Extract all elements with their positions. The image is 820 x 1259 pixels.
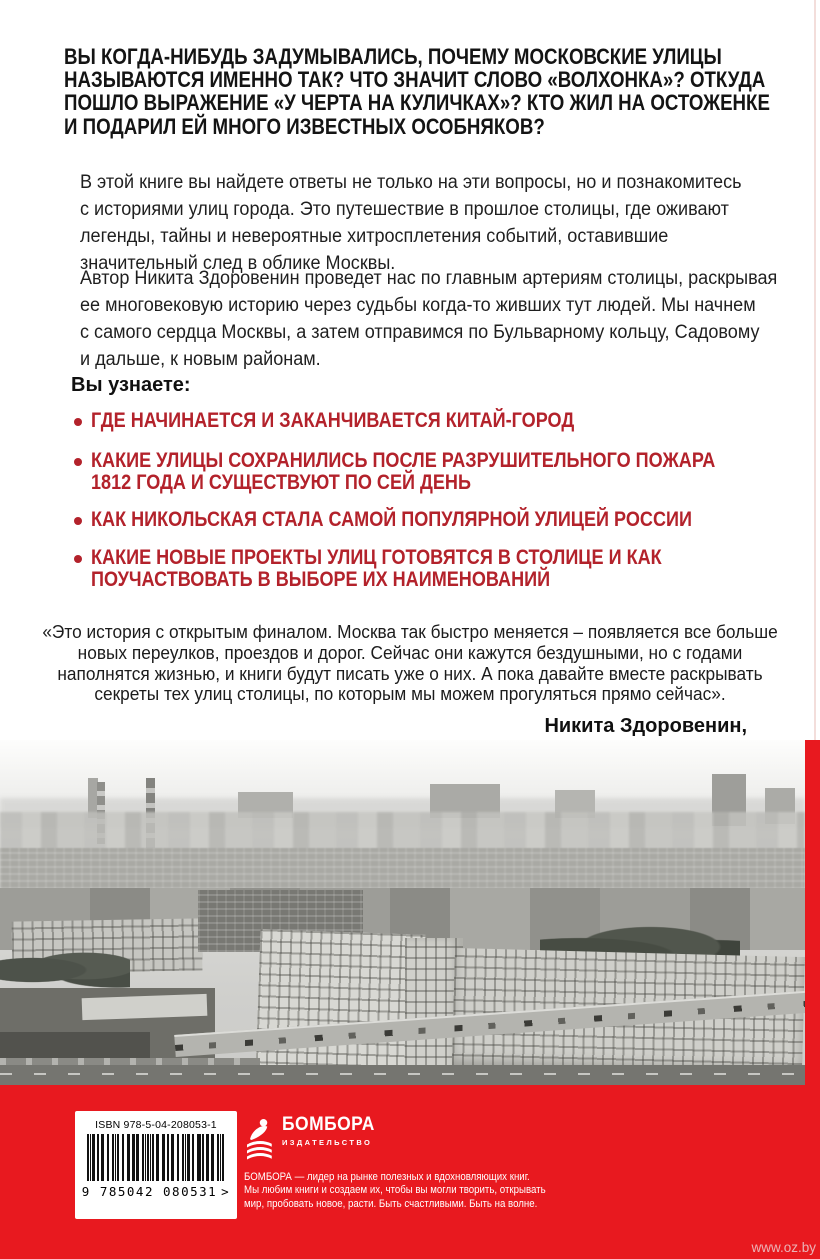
intro-paragraph-2 <box>80 265 777 373</box>
learn-heading: Вы узнаете: <box>71 374 191 396</box>
bullet-item <box>74 509 790 531</box>
bullet-line: ГДЕ НАЧИНАЕТСЯ И ЗАКАНЧИВАЕТСЯ КИТАЙ-ГОРОД <box>91 409 575 432</box>
author-name: Никита Здоровенин, <box>544 715 747 737</box>
quote-line: секреты тех улиц столицы, по которым мы можем прогуляться прямо сейчас». <box>94 684 726 705</box>
intro-paragraph-1 <box>80 169 741 277</box>
publisher-footer <box>0 1085 820 1259</box>
isbn-label: ISBN 978-5-04-208053-1 <box>95 1119 217 1131</box>
intro-line: Автор Никита Здоровенин проведет нас по главным артериям столицы, раскрывая <box>80 268 778 289</box>
quote-line: новых переулков, проездов и дорог. Сейчас они кажутся бездушными, но с годами <box>77 642 743 663</box>
bombora-logo-icon <box>244 1115 274 1165</box>
right-edge-crease <box>814 0 816 740</box>
bullet-line: КАКИЕ УЛИЦЫ СОХРАНИЛИСЬ ПОСЛЕ РАЗРУШИТЕЛЬНОГО ПОЖАРА <box>91 449 716 472</box>
publisher-wordmark: БОМБОРА <box>282 1114 375 1135</box>
bullet-line: ПОУЧАСТВОВАТЬ В ВЫБОРЕ ИХ НАИМЕНОВАНИЙ <box>91 568 551 592</box>
publisher-description-line: Мы любим книги и создаем их, чтобы вы могли творить, открывать <box>244 1184 546 1197</box>
intro-line: ее многовековую историю через судьбы когда-то живших тут людей. Мы начнем <box>80 295 756 316</box>
publisher-subtitle: ИЗДАТЕЛЬСТВО <box>282 1138 373 1147</box>
barcode-number: 9 785042 080531 <box>81 1184 218 1199</box>
intro-line: и дальше, к новым районам. <box>80 349 321 370</box>
bullet-line: КАКИЕ НОВЫЕ ПРОЕКТЫ УЛИЦ ГОТОВЯТСЯ В СТОЛИЦЕ И КАК <box>91 546 662 569</box>
photo-trees <box>0 948 130 988</box>
bullet-dot-icon <box>74 418 82 426</box>
headline-questions <box>64 45 770 138</box>
bullet-dot-icon <box>74 517 82 525</box>
publisher-description <box>244 1171 546 1211</box>
headline-line: ПОШЛО ВЫРАЖЕНИЕ «У ЧЕРТА НА КУЛИЧКАХ»? КТО ЖИЛ НА ОСТОЖЕНКЕ <box>64 90 770 116</box>
publisher-description-line: БОМБОРА — лидер на рынке полезных и вдохновляющих книг. <box>244 1171 530 1183</box>
bullet-line: КАК НИКОЛЬСКАЯ СТАЛА САМОЙ ПОПУЛЯРНОЙ УЛИЦЕЙ РОССИИ <box>91 508 692 531</box>
barcode-digits <box>75 1184 237 1199</box>
publisher-logo-block <box>244 1115 383 1165</box>
headline-line: ВЫ КОГДА-НИБУДЬ ЗАДУМЫВАЛИСЬ, ПОЧЕМУ МОСКОВСКИЕ УЛИЦЫ <box>64 44 722 69</box>
ozby-watermark: www.oz.by <box>751 1240 816 1255</box>
intro-line: В этой книге вы найдете ответы не только на эти вопросы, но и познакомитесь <box>80 172 742 193</box>
headline-line: НАЗЫВАЮТСЯ ИМЕННО ТАК? ЧТО ЗНАЧИТ СЛОВО «ВОЛХОНКА»? ОТКУДА <box>64 67 766 93</box>
barcode-bars <box>87 1134 225 1181</box>
photo-bottom-road <box>0 1065 805 1085</box>
photo-lane-marks <box>0 1073 805 1075</box>
bullet-item <box>74 547 755 592</box>
intro-line: с самого сердца Москвы, а затем отправимся по Бульварному кольцу, Садовому <box>80 322 760 343</box>
photo-residential-wing <box>256 929 426 1080</box>
bullet-item <box>74 410 653 432</box>
intro-line: легенды, тайны и невероятные хитросплетения событий, оставившие <box>80 226 669 247</box>
photo-right-red-band <box>805 740 820 1085</box>
headline-line: И ПОДАРИЛ ЕЙ МНОГО ИЗВЕСТНЫХ ОСОБНЯКОВ? <box>64 113 545 139</box>
bullet-dot-icon <box>74 555 82 563</box>
barcode-box <box>75 1111 237 1219</box>
bullet-dot-icon <box>74 458 82 466</box>
quote-line: наполнятся жизнью, и книги будут писать уже о них. А пока давайте вместе раскрывать <box>57 663 763 684</box>
photo-industrial-roof <box>82 994 208 1020</box>
publisher-description-line: мир, пробовать новое, расти. Быть счастливыми. Быть на волне. <box>244 1197 538 1210</box>
author-quote <box>16 622 803 705</box>
quote-line: «Это история с открытым финалом. Москва так быстро меняется – появляется все больше <box>42 622 778 642</box>
moscow-cityscape-photo <box>0 740 805 1085</box>
barcode-suffix: > <box>221 1184 231 1199</box>
intro-line: значительный след в облике Москвы. <box>80 253 396 274</box>
intro-line: с историями улиц города. Это путешествие в прошлое столицы, где оживают <box>80 199 729 220</box>
bullet-item <box>74 450 817 495</box>
bullet-line: 1812 ГОДА И СУЩЕСТВУЮТ ПО СЕЙ ДЕНЬ <box>91 471 471 495</box>
